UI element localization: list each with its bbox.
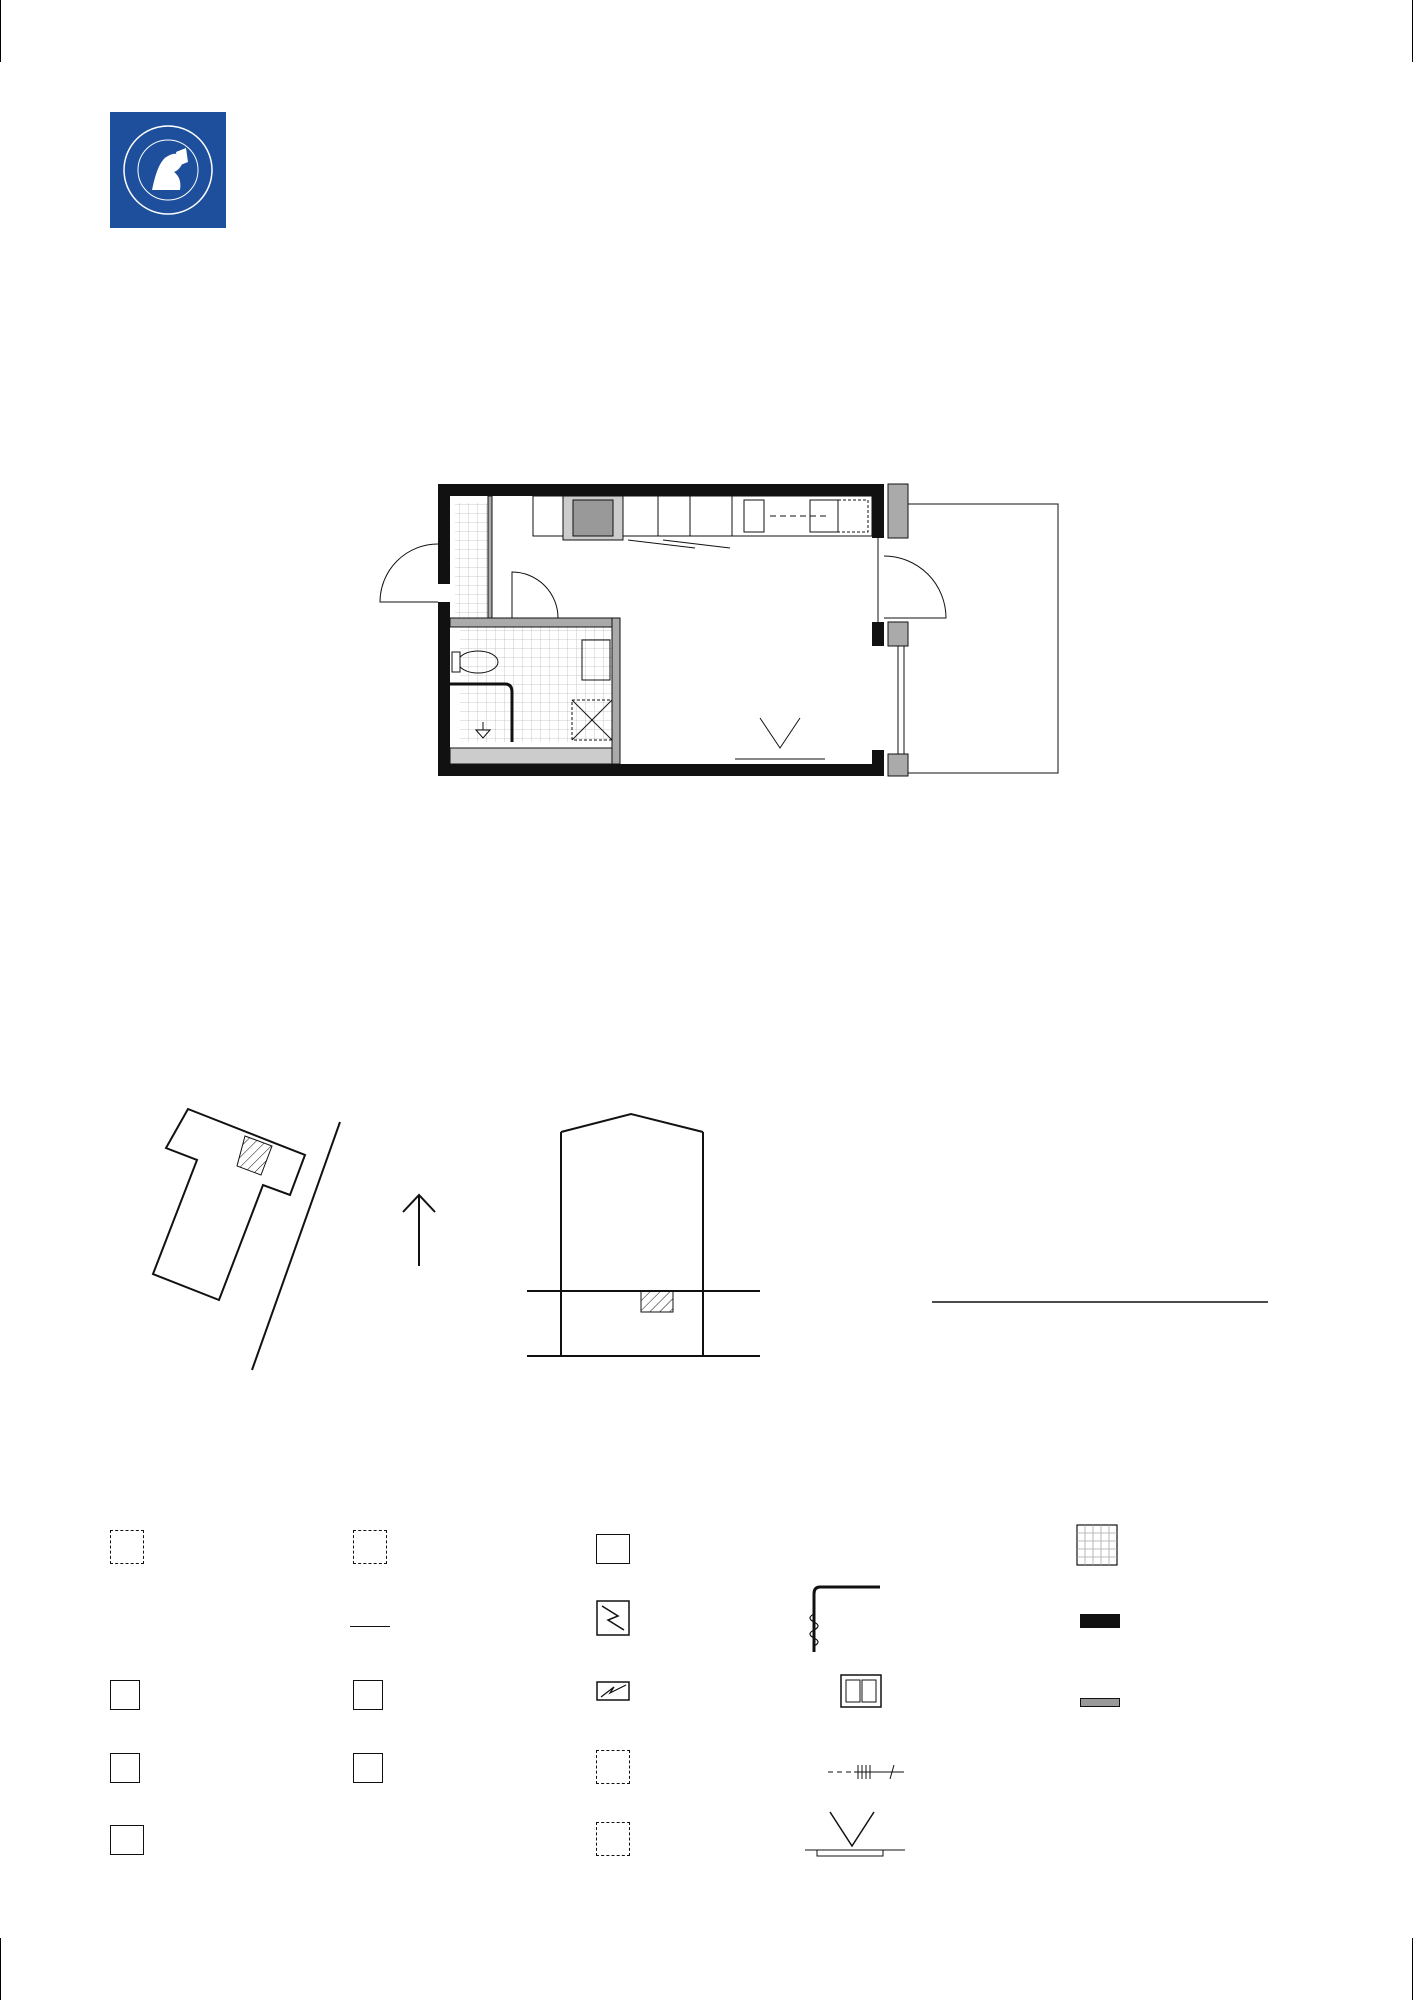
bath-wall-top <box>450 618 620 627</box>
wall-right-top <box>872 484 884 538</box>
wall-left-bottom <box>438 602 450 776</box>
diskho-icon <box>840 1674 884 1710</box>
pier <box>888 622 908 646</box>
toilet-tank <box>452 652 460 672</box>
legend-l-symbol <box>353 1753 383 1783</box>
wall-left-top <box>438 484 450 584</box>
legend-dm-symbol <box>110 1530 144 1564</box>
betongvagg-icon <box>1080 1614 1120 1628</box>
bath-door <box>512 572 558 618</box>
legend-g-symbol <box>110 1753 140 1783</box>
stove <box>744 500 764 532</box>
spishall-icon <box>596 1681 632 1703</box>
tv-icon <box>760 718 800 748</box>
site-apartment-marker <box>237 1136 272 1175</box>
legend-tm-symbol <box>596 1750 630 1784</box>
legend-k-symbol <box>353 1680 383 1710</box>
legend-st-symbol <box>596 1534 630 1564</box>
dm-box <box>838 500 868 532</box>
legend-tt-symbol <box>596 1822 630 1856</box>
pier <box>888 754 908 776</box>
tv-legend-icon <box>805 1810 905 1860</box>
wall-right-bottom <box>872 750 884 776</box>
bath-wall-right <box>612 618 620 764</box>
swing-line <box>663 540 730 548</box>
site-building <box>153 1109 305 1300</box>
site-section-scale <box>0 1100 1413 1420</box>
entrance-door <box>380 544 438 602</box>
pier <box>888 484 908 538</box>
shaft <box>450 748 612 764</box>
linen-closet <box>533 496 563 536</box>
legend-km-symbol <box>353 1530 387 1564</box>
patio-door <box>884 556 946 618</box>
wall-top <box>438 484 882 496</box>
legend-kf-symbol <box>110 1825 144 1855</box>
legend-elc-symbol <box>106 1610 148 1644</box>
legend-m-symbol <box>350 1826 384 1856</box>
section-roof <box>561 1114 703 1132</box>
duschdraperi-icon <box>800 1584 880 1654</box>
legend-f-symbol <box>110 1680 140 1710</box>
wall-right-mid <box>872 622 884 646</box>
lattvagg-icon <box>1080 1698 1120 1707</box>
floor-plan <box>0 0 1413 820</box>
wall-bottom <box>438 764 882 776</box>
kph-tiles <box>455 503 490 618</box>
klinker-icon <box>1076 1524 1120 1568</box>
legend <box>0 1500 1413 1880</box>
oven-inner <box>573 500 613 536</box>
section-apartment-marker <box>641 1291 673 1312</box>
legend-kph-symbol <box>350 1596 390 1627</box>
crop-mark <box>0 1938 1 2000</box>
patio-outline <box>908 504 1058 773</box>
spis-icon <box>596 1600 632 1636</box>
kph-wall <box>488 496 492 618</box>
legend-u-symbol <box>842 1534 872 1564</box>
hylla-icon <box>828 1762 908 1782</box>
swing-line <box>628 540 695 548</box>
